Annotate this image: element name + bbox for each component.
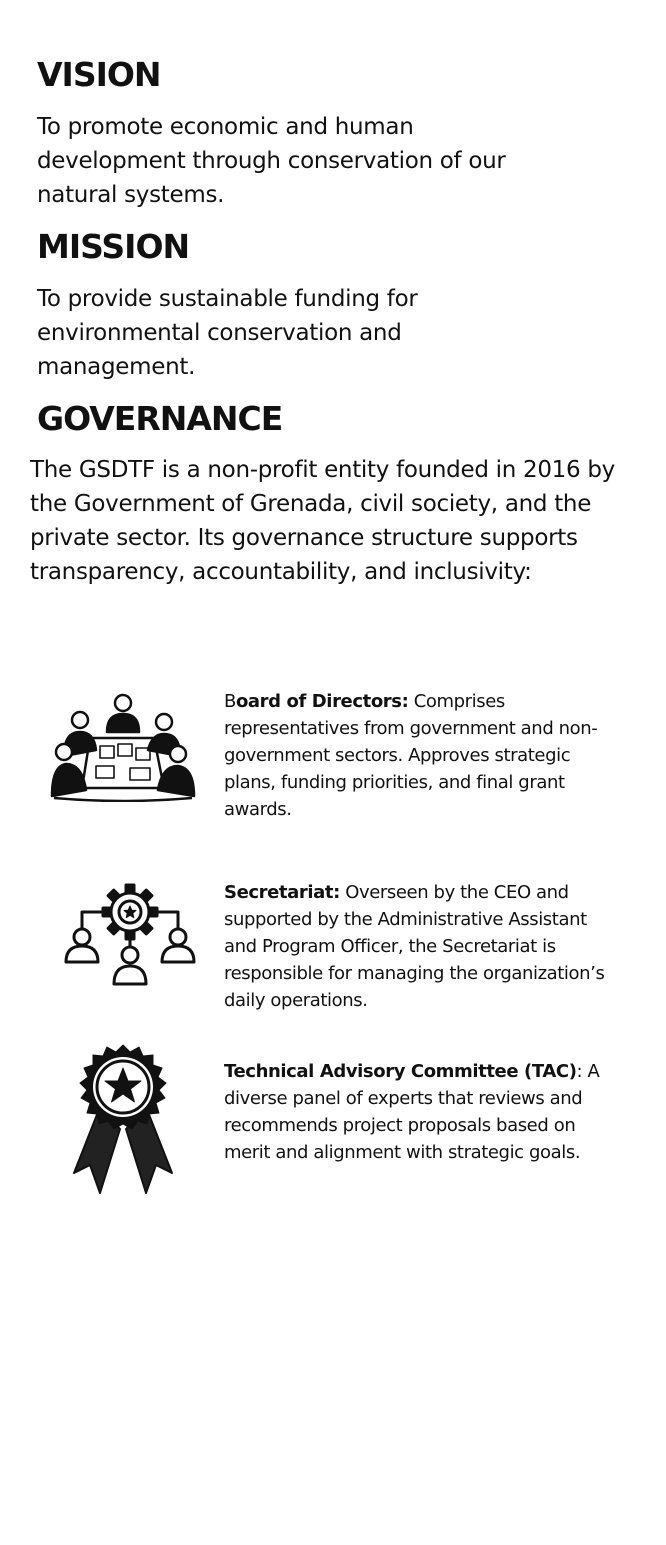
mission-text: To provide sustainable funding for environmental conservation and management. bbox=[37, 286, 418, 380]
governance-heading: GOVERNANCE bbox=[37, 399, 283, 438]
board-title: oard of Directors: bbox=[235, 691, 409, 712]
board-description: Comprises representatives from government and non-government sectors. Approves strategic plans, funding priorities, and final grant awards. bbox=[224, 691, 598, 820]
board-of-directors-text bbox=[224, 688, 609, 823]
vision-text: To promote economic and human development through conservation of our natural systems. bbox=[37, 114, 506, 208]
board-meeting-icon bbox=[50, 690, 196, 802]
board-lead-letter: B bbox=[224, 691, 236, 712]
tac-text bbox=[224, 1058, 609, 1166]
award-ribbon-icon bbox=[70, 1043, 176, 1195]
tac-description: : A diverse panel of experts that reviews and recommends project proposals based on merit and alignment with strategic goals. bbox=[224, 1061, 600, 1163]
secretariat-text bbox=[224, 879, 609, 1014]
governance-text: The GSDTF is a non-profit entity founded in 2016 by the Government of Grenada, civil society, and the private sector. Its governance structure supports transparency, accountability, and inclusivity: bbox=[30, 457, 615, 585]
secretariat-description: Overseen by the CEO and supported by the Administrative Assistant and Program Officer, the Secretariat is responsible for managing the organization’s daily operations. bbox=[224, 882, 605, 1011]
organization-gear-icon bbox=[62, 882, 198, 990]
mission-heading: MISSION bbox=[37, 227, 190, 266]
secretariat-title: Secretariat: bbox=[224, 882, 340, 903]
vision-heading: VISION bbox=[37, 55, 161, 94]
tac-title: Technical Advisory Committee (TAC) bbox=[224, 1061, 577, 1082]
